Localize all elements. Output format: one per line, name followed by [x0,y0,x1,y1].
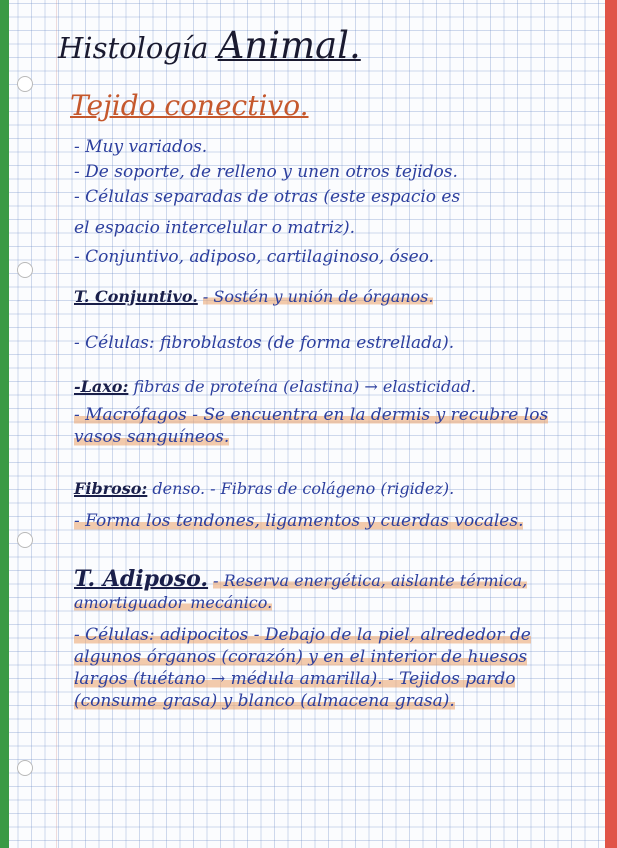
adiposo-heading: T. Adiposo. [74,566,209,592]
fibroso-description: denso. - Fibras de colágeno (rigidez). [152,479,455,498]
note-line: - De soporte, de relleno y unen otros tejidos. [74,162,458,182]
margin-line [56,0,57,848]
section-title: Tejido conectivo. [70,89,309,122]
green-page-edge [0,0,9,848]
conjuntivo-heading: T. Conjuntivo. [74,287,198,306]
laxo-heading-line [74,376,476,398]
conjuntivo-cells-line: - Células: fibroblastos (de forma estrellada). [74,333,455,353]
title-part-1: Histología [58,31,209,65]
note-line: - Conjuntivo, adiposo, cartilaginoso, óseo. [74,247,435,267]
adiposo-detail: - Células: adipocitos - Debajo de la piel, alrededor de algunos órganos (corazón) y en el interior de huesos largos (tuétano → médula amarilla). - Tejidos pardo (consume grasa) y blanco (almacena grasa). [74,625,531,711]
binder-hole [17,760,33,776]
note-line: - Muy variados. [74,137,208,157]
binder-hole [17,262,33,278]
page-title [58,26,361,68]
conjuntivo-description: - Sostén y unión de órganos. [202,287,434,306]
fibroso-detail-line [74,510,564,532]
laxo-detail: - Macrófagos - Se encuentra en la dermis y recubre los vasos sanguíneos. [74,405,549,447]
fibroso-heading-line [74,478,454,500]
adiposo-description: - Reserva energética, aislante térmica, amortiguador mecánico. [74,571,528,612]
laxo-detail-line [74,404,564,448]
laxo-description: fibras de proteína (elastina) → elasticidad. [133,377,476,396]
red-page-edge [605,0,617,848]
conjuntivo-heading-line [74,286,433,308]
fibroso-heading: Fibroso: [74,479,148,498]
fibroso-detail: - Forma los tendones, ligamentos y cuerdas vocales. [74,511,524,531]
note-line: - Células separadas de otras (este espacio es [74,187,461,207]
binder-hole [17,532,33,548]
laxo-heading: -Laxo: [74,377,129,396]
binder-hole [17,76,33,92]
note-line: el espacio intercelular o matriz). [74,218,356,238]
adiposo-heading-line [74,568,564,614]
adiposo-detail-line [74,624,564,712]
title-part-2: Animal. [217,24,361,67]
